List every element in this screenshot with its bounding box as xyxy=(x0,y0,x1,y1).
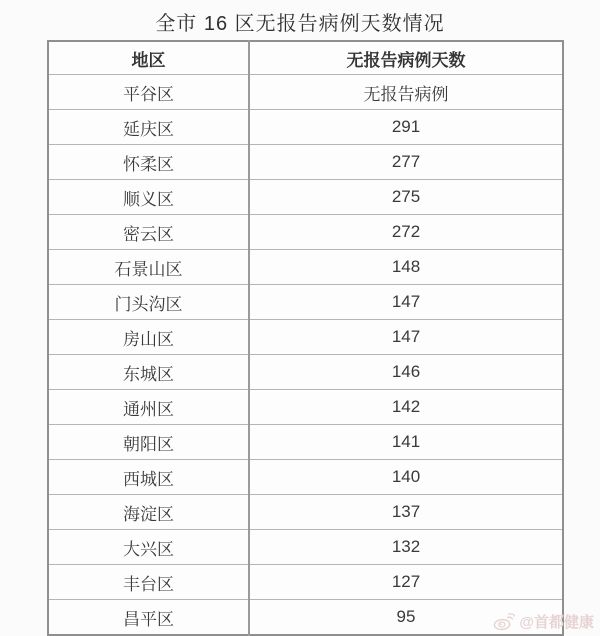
district-cell: 丰台区 xyxy=(48,565,249,600)
district-cell: 海淀区 xyxy=(48,495,249,530)
table-row xyxy=(48,495,563,530)
table-row xyxy=(48,530,563,565)
district-cell: 大兴区 xyxy=(48,530,249,565)
district-cell: 门头沟区 xyxy=(48,285,249,320)
district-cell: 顺义区 xyxy=(48,180,249,215)
district-cell: 东城区 xyxy=(48,355,249,390)
days-cell: 141 xyxy=(249,425,563,460)
days-cell: 132 xyxy=(249,530,563,565)
days-cell: 148 xyxy=(249,250,563,285)
days-cell: 140 xyxy=(249,460,563,495)
column-header-days: 无报告病例天数 xyxy=(249,41,563,75)
district-cell: 通州区 xyxy=(48,390,249,425)
table-row xyxy=(48,180,563,215)
page-title: 全市 16 区无报告病例天数情况 xyxy=(155,13,445,35)
days-cell: 127 xyxy=(249,565,563,600)
district-cell: 西城区 xyxy=(48,460,249,495)
days-cell: 142 xyxy=(249,390,563,425)
days-cell: 272 xyxy=(249,215,563,250)
table-row xyxy=(48,110,563,145)
district-cell: 石景山区 xyxy=(48,250,249,285)
district-cell: 延庆区 xyxy=(48,110,249,145)
table-row xyxy=(48,285,563,320)
table-row xyxy=(48,425,563,460)
district-cell: 朝阳区 xyxy=(48,425,249,460)
days-cell: 291 xyxy=(249,110,563,145)
table-row xyxy=(48,75,563,110)
days-cell: 275 xyxy=(249,180,563,215)
district-cell: 密云区 xyxy=(48,215,249,250)
watermark xyxy=(493,611,594,632)
watermark-handle: @首都健康 xyxy=(519,614,594,631)
district-cell: 房山区 xyxy=(48,320,249,355)
days-cell: 137 xyxy=(249,495,563,530)
days-cell: 277 xyxy=(249,145,563,180)
table-body xyxy=(48,75,563,636)
table-row xyxy=(48,600,563,636)
column-header-district: 地区 xyxy=(48,41,249,75)
table-row xyxy=(48,145,563,180)
table-row xyxy=(48,250,563,285)
district-days-table xyxy=(47,40,564,636)
days-cell: 无报告病例 xyxy=(249,75,563,110)
table-row xyxy=(48,565,563,600)
table-row xyxy=(48,390,563,425)
days-cell: 147 xyxy=(249,285,563,320)
days-cell: 146 xyxy=(249,355,563,390)
table-row xyxy=(48,460,563,495)
weibo-icon xyxy=(493,613,515,631)
district-cell: 昌平区 xyxy=(48,600,249,636)
table-header-row xyxy=(48,41,563,75)
district-cell: 平谷区 xyxy=(48,75,249,110)
days-cell: 95 xyxy=(249,600,563,636)
table-row xyxy=(48,215,563,250)
district-cell: 怀柔区 xyxy=(48,145,249,180)
table-row xyxy=(48,355,563,390)
table-row xyxy=(48,320,563,355)
days-cell: 147 xyxy=(249,320,563,355)
